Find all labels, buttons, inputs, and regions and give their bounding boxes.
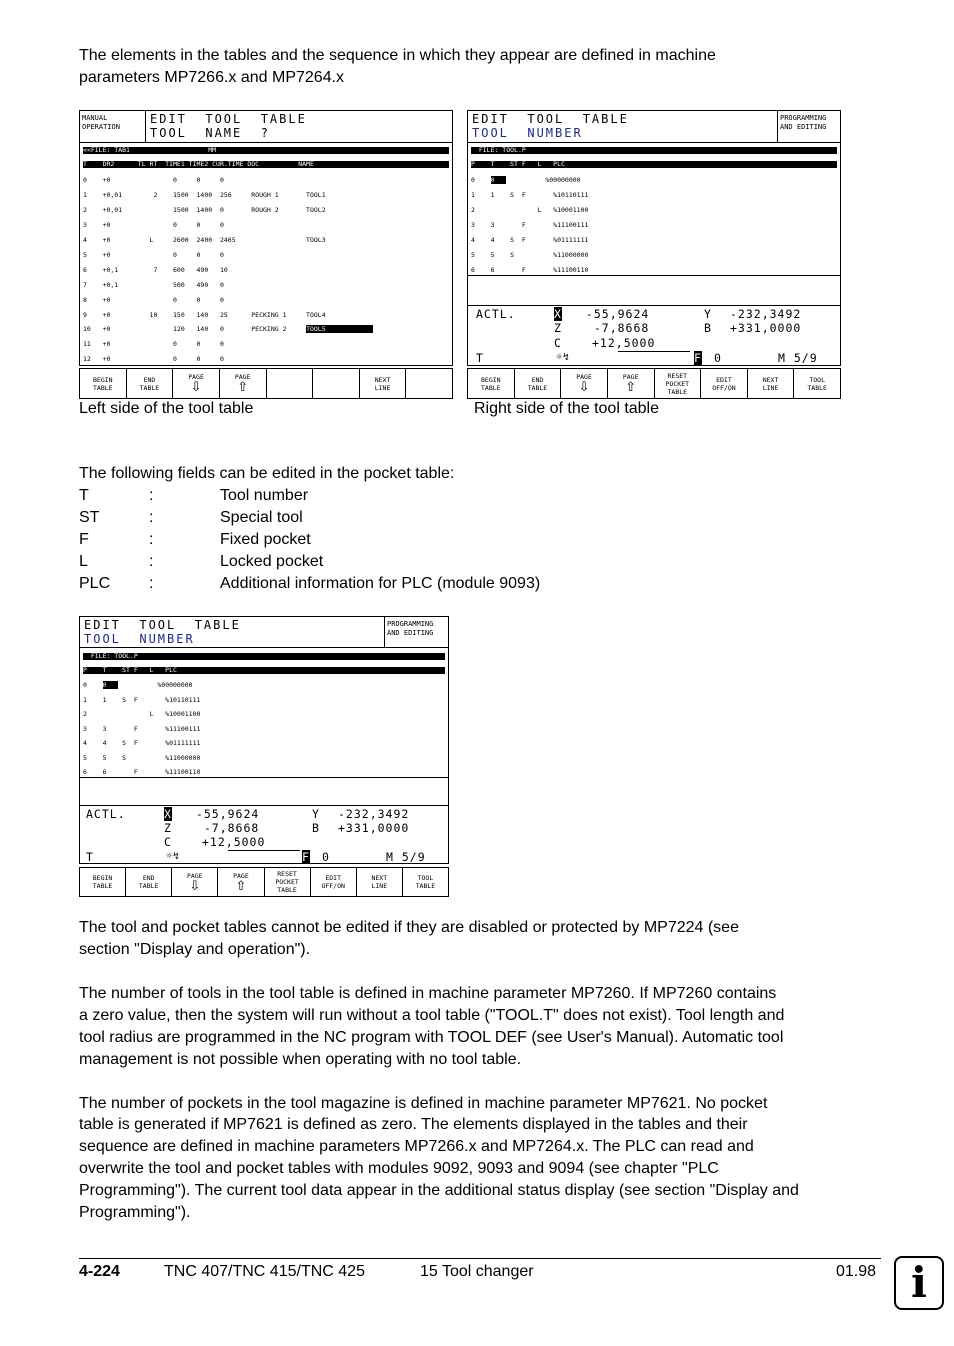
x-axis-label: X bbox=[554, 307, 562, 321]
screen-title: EDIT TOOL TABLE bbox=[472, 112, 629, 126]
c-position: +12,5000 bbox=[202, 835, 266, 849]
para3-line: table is generated if MP7621 is defined as zero. The elements displayed in the tables and their bbox=[79, 1116, 748, 1133]
column-header-bar: P T ST F L PLC bbox=[471, 161, 837, 168]
table-row-selected[interactable]: 10 +0 120 140 0 PECKING 2 TOOL5 bbox=[83, 325, 373, 333]
feed-value: 0 bbox=[714, 351, 722, 365]
para2-line: The number of tools in the tool table is defined in machine parameter MP7260. If MP7260 contains bbox=[79, 985, 777, 1002]
next-line-softkey[interactable]: NEXT LINE bbox=[748, 369, 795, 398]
table-row[interactable]: 1 1 S F %10110111 bbox=[83, 696, 201, 704]
end-table-softkey[interactable]: END TABLE bbox=[515, 369, 562, 398]
next-line-softkey[interactable]: NEXT LINE bbox=[360, 369, 407, 398]
caption-right: Right side of the tool table bbox=[474, 400, 660, 417]
scroll-indicator bbox=[268, 365, 340, 366]
b-position: +331,0000 bbox=[730, 321, 802, 335]
para1-line: The tool and pocket tables cannot be edited if they are disabled or protected by MP7224 (see bbox=[79, 919, 739, 936]
table-row[interactable]: 12 +0 0 0 0 bbox=[83, 355, 224, 363]
arrow-up-icon: ⇧ bbox=[235, 878, 247, 894]
next-line-softkey[interactable]: NEXT LINE bbox=[357, 868, 403, 896]
z-position: -7,8668 bbox=[188, 821, 260, 835]
b-axis-label: B bbox=[312, 821, 320, 835]
page-down-softkey[interactable]: PAGE ⇩ bbox=[172, 868, 218, 896]
intro-line-1: The elements in the tables and the sequence in which they appear are defined in machine bbox=[79, 47, 716, 64]
softkey-row-left bbox=[79, 368, 453, 399]
begin-table-softkey[interactable]: BEGIN TABLE bbox=[468, 369, 515, 398]
table-row[interactable]: 2 L %10001100 bbox=[471, 206, 589, 214]
b-axis-label: B bbox=[704, 321, 712, 335]
end-table-softkey[interactable]: END TABLE bbox=[126, 868, 172, 896]
cursor-cell: 0 bbox=[102, 681, 119, 689]
caption-left: Left side of the tool table bbox=[79, 400, 254, 417]
table-row[interactable]: 1 +0,01 2 1500 1400 256 ROUGH 1 TOOL1 bbox=[83, 191, 326, 199]
table-row[interactable]: 6 6 F %11100110 bbox=[471, 266, 589, 274]
page-down-softkey[interactable]: PAGE ⇩ bbox=[561, 369, 608, 398]
reset-pocket-table-softkey[interactable]: RESET POCKET TABLE bbox=[655, 369, 702, 398]
table-row[interactable]: 5 +0 0 0 0 bbox=[83, 251, 224, 259]
page-down-softkey[interactable]: PAGE ⇩ bbox=[173, 369, 220, 398]
screen-prompt: TOOL NUMBER bbox=[84, 632, 195, 646]
field-sep: : bbox=[149, 531, 154, 548]
footer-date: 01.98 bbox=[836, 1263, 877, 1280]
scroll-indicator bbox=[618, 351, 690, 352]
table-row[interactable]: 2 +0,01 1500 1400 0 ROUGH 2 TOOL2 bbox=[83, 206, 326, 214]
empty-softkey[interactable] bbox=[406, 369, 452, 398]
field-desc: Additional information for PLC (module 9093) bbox=[220, 575, 541, 592]
field-key: PLC bbox=[79, 575, 111, 592]
field-desc: Tool number bbox=[220, 487, 309, 504]
z-position: -7,8668 bbox=[578, 321, 650, 335]
tool-table-right-screen bbox=[467, 110, 841, 366]
field-desc: Special tool bbox=[220, 509, 303, 526]
edit-off-on-softkey[interactable]: EDIT OFF/ON bbox=[701, 369, 748, 398]
c-axis-label: C bbox=[554, 336, 562, 350]
edit-off-on-softkey[interactable]: EDIT OFF/ON bbox=[311, 868, 357, 896]
x-position: -55,9624 bbox=[578, 307, 650, 321]
field-sep: : bbox=[149, 553, 154, 570]
spindle-coolant-icon: ☼↯ bbox=[556, 352, 571, 363]
spindle-coolant-icon: ☼↯ bbox=[166, 851, 181, 862]
y-position: -232,3492 bbox=[730, 307, 802, 321]
table-row[interactable]: 5 5 S %11000000 bbox=[83, 754, 201, 762]
feed-label: F bbox=[694, 351, 702, 365]
table-row[interactable]: 4 4 S F %01111111 bbox=[83, 739, 201, 747]
c-axis-label: C bbox=[164, 835, 172, 849]
para2-line: a zero value, then the system will run without a tool table ("TOOL.T" does not exist). Tool length and bbox=[79, 1007, 785, 1024]
scroll-indicator bbox=[228, 850, 300, 851]
cursor-cell: 0 bbox=[490, 176, 507, 184]
c-position: +12,5000 bbox=[592, 336, 656, 350]
arrow-down-icon: ⇩ bbox=[190, 380, 202, 395]
info-icon: i bbox=[894, 1256, 944, 1310]
page-up-softkey[interactable]: PAGE ⇧ bbox=[608, 369, 655, 398]
empty-softkey[interactable] bbox=[267, 369, 314, 398]
table-row[interactable]: 4 +0 L 2600 2400 2465 TOOL3 bbox=[83, 236, 326, 244]
z-axis-label: Z bbox=[164, 821, 172, 835]
para3-line: The number of pockets in the tool magazine is defined in machine parameter MP7621. No pocket bbox=[79, 1095, 768, 1112]
page-number: 4-224 bbox=[79, 1263, 120, 1280]
field-key: T bbox=[79, 487, 89, 504]
y-position: -232,3492 bbox=[338, 807, 410, 821]
table-row[interactable]: 11 +0 0 0 0 bbox=[83, 340, 224, 348]
table-row[interactable]: 9 +0 10 150 140 25 PECKING 1 TOOL4 bbox=[83, 311, 326, 319]
mode-label: MANUAL OPERATION bbox=[82, 114, 120, 131]
page-up-softkey[interactable]: PAGE ⇧ bbox=[218, 868, 264, 896]
para3-line: Programming"). The current tool data appear in the additional status display (see section "Display and bbox=[79, 1182, 799, 1199]
column-header-bar: T DR2 TL RT TIME1 TIME2 CUR.TIME DOC NAME bbox=[83, 161, 449, 168]
field-desc: Locked pocket bbox=[220, 553, 324, 570]
table-row[interactable]: 6 +0,1 7 600 490 10 bbox=[83, 266, 228, 274]
field-key: ST bbox=[79, 509, 100, 526]
actual-position-label: ACTL. bbox=[476, 307, 516, 321]
screen-title: EDIT TOOL TABLE bbox=[84, 618, 241, 632]
b-position: +331,0000 bbox=[338, 821, 410, 835]
field-sep: : bbox=[149, 509, 154, 526]
actual-position-label: ACTL. bbox=[86, 807, 126, 821]
table-row-selected[interactable]: 0 0 %00000000 bbox=[471, 176, 581, 184]
arrow-down-icon: ⇩ bbox=[189, 878, 201, 894]
begin-table-softkey[interactable]: BEGIN TABLE bbox=[80, 369, 127, 398]
arrow-up-icon: ⇧ bbox=[625, 380, 637, 395]
end-table-softkey[interactable]: END TABLE bbox=[127, 369, 174, 398]
empty-softkey[interactable] bbox=[313, 369, 360, 398]
arrow-up-icon: ⇧ bbox=[237, 380, 249, 395]
fields-intro: The following fields can be edited in the pocket table: bbox=[79, 465, 455, 482]
tool-table-softkey[interactable]: TOOL TABLE bbox=[807, 375, 827, 392]
m-function: M 5/9 bbox=[386, 850, 426, 864]
table-row[interactable]: 8 +0 0 0 0 bbox=[83, 296, 224, 304]
table-row[interactable]: 1 1 S F %10110111 bbox=[471, 191, 589, 199]
table-row[interactable]: 7 +0,1 500 490 0 bbox=[83, 281, 224, 289]
table-row[interactable]: 2 L %10001100 bbox=[83, 710, 201, 718]
para2-line: tool radius are programmed in the NC program with TOOL DEF (see User's Manual). Automatic tool bbox=[79, 1029, 784, 1046]
page-up-softkey[interactable]: PAGE ⇧ bbox=[220, 369, 267, 398]
footer-chapter: 15 Tool changer bbox=[420, 1263, 534, 1280]
screen-prompt: TOOL NUMBER bbox=[472, 126, 583, 140]
intro-line-2: parameters MP7266.x and MP7264.x bbox=[79, 69, 345, 86]
para3-line: Programming"). bbox=[79, 1204, 191, 1221]
para3-line: overwrite the tool and pocket tables with modules 9092, 9093 and 9094 (see chapter "PLC bbox=[79, 1160, 719, 1177]
table-row[interactable]: 3 3 F %11100111 bbox=[471, 221, 589, 229]
screen-prompt: TOOL NAME ? bbox=[150, 126, 270, 140]
table-row[interactable]: 3 3 F %11100111 bbox=[83, 725, 201, 733]
x-position: -55,9624 bbox=[188, 807, 260, 821]
file-bar: FILE: TOOL.P bbox=[83, 653, 445, 660]
x-axis-label: X bbox=[164, 807, 172, 821]
pocket-table-screen bbox=[79, 616, 449, 864]
reset-pocket-table-softkey[interactable]: RESET POCKET TABLE bbox=[265, 868, 311, 896]
z-axis-label: Z bbox=[554, 321, 562, 335]
tool-table-left-screen bbox=[79, 110, 453, 366]
para3-line: sequence are defined in machine parameters MP7266.x and MP7264.x. The PLC can read and bbox=[79, 1138, 754, 1155]
begin-table-softkey[interactable]: BEGIN TABLE bbox=[80, 868, 126, 896]
field-desc: Fixed pocket bbox=[220, 531, 311, 548]
y-axis-label: Y bbox=[704, 307, 712, 321]
feed-label: F bbox=[302, 850, 310, 864]
footer-rule bbox=[79, 1258, 881, 1259]
m-function: M 5/9 bbox=[778, 351, 818, 365]
tool-label: T bbox=[86, 850, 94, 864]
tool-label: T bbox=[476, 351, 484, 365]
table-row[interactable]: 3 +0 0 0 0 bbox=[83, 221, 224, 229]
mode-label: PROGRAMMING AND EDITING bbox=[780, 114, 827, 131]
table-row[interactable]: 5 5 S %11000000 bbox=[471, 251, 589, 259]
softkey-row-right bbox=[467, 368, 841, 399]
table-row[interactable]: 0 +0 0 0 0 bbox=[83, 176, 224, 184]
mode-label: PROGRAMMING AND EDITING bbox=[387, 620, 434, 637]
screen-title: EDIT TOOL TABLE bbox=[150, 112, 307, 126]
file-bar: <<FILE: TAB1 MM bbox=[83, 147, 449, 154]
field-sep: : bbox=[149, 575, 154, 592]
field-key: L bbox=[79, 553, 88, 570]
feed-value: 0 bbox=[322, 850, 330, 864]
y-axis-label: Y bbox=[312, 807, 320, 821]
tool-table-softkey[interactable]: TOOL TABLE bbox=[415, 874, 436, 890]
arrow-down-icon: ⇩ bbox=[578, 380, 590, 395]
footer-product: TNC 407/TNC 415/TNC 425 bbox=[164, 1263, 365, 1280]
table-row[interactable]: 4 4 S F %01111111 bbox=[471, 236, 589, 244]
para2-line: management is not possible when operating with no tool table. bbox=[79, 1051, 522, 1068]
table-row-selected[interactable]: 0 0 %00000000 bbox=[83, 681, 193, 689]
field-key: F bbox=[79, 531, 89, 548]
column-header-bar: P T ST F L PLC bbox=[83, 667, 445, 674]
field-sep: : bbox=[149, 487, 154, 504]
file-bar: FILE: TOOL.P bbox=[471, 147, 837, 154]
cursor-cell: TOOL5 bbox=[306, 325, 330, 333]
table-row[interactable]: 6 6 F %11100110 bbox=[83, 768, 201, 776]
softkey-row-pocket bbox=[79, 867, 449, 897]
para1-line: section "Display and operation"). bbox=[79, 941, 311, 958]
